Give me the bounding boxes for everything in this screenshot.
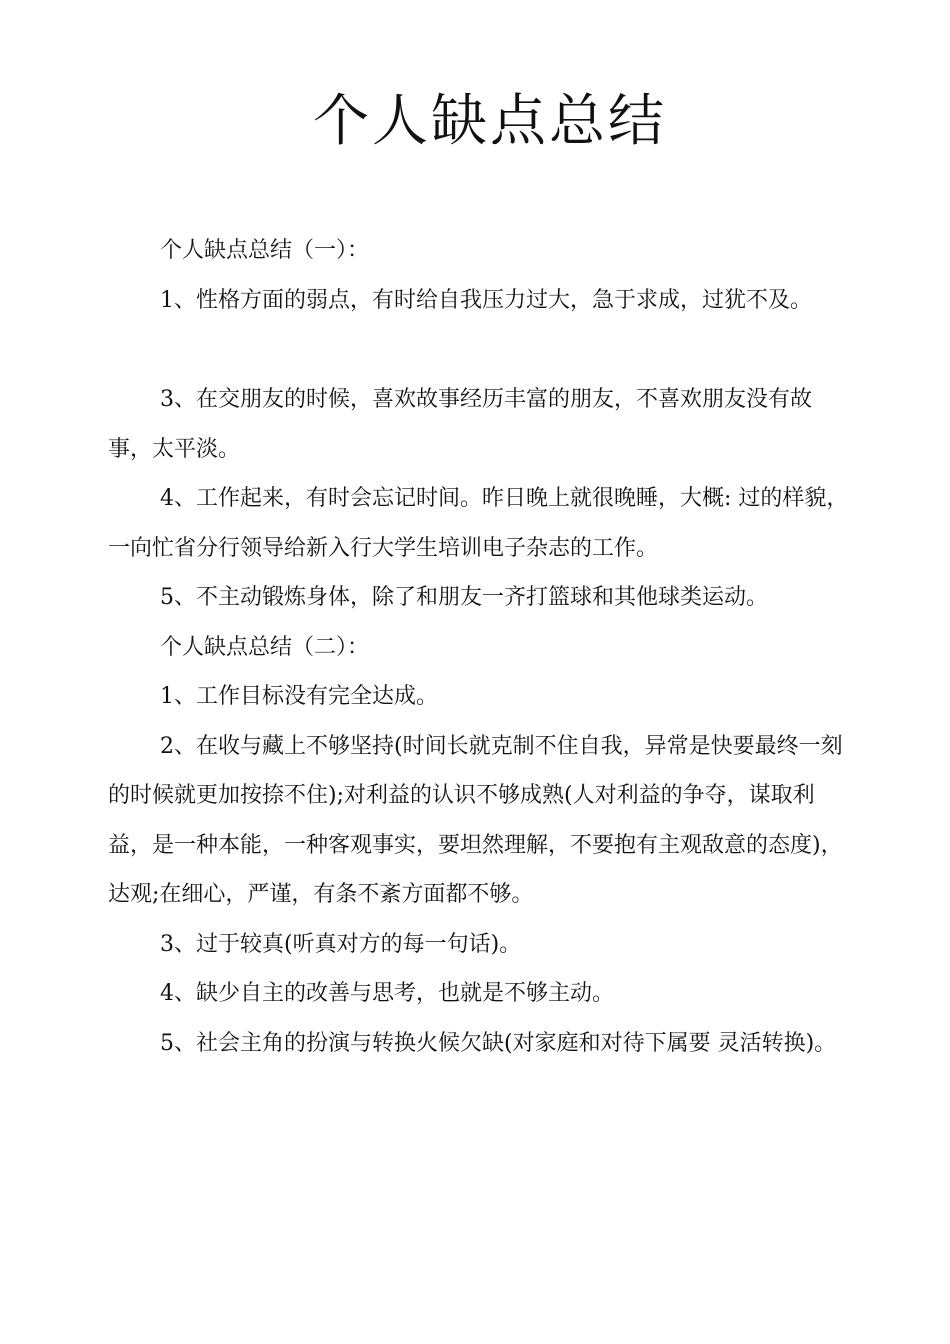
section-1-heading: 个人缺点总结（一）： <box>160 238 370 263</box>
section-2-item-5: 5、社会主角的扮演与转换火候欠缺(对家庭和对待下属要 灵活转换)。 <box>160 1030 837 1056</box>
document-body <box>108 226 848 1068</box>
blank-line <box>108 325 848 375</box>
section-2-item-2: 2、在收与藏上不够坚持(时间长就克制不住自我，异常是快要最终一刻的时候就更加按捺不住);对利益的认识不够成熟(人对利益的争夺，谋取利益，是一种本能，一种客观事实，要坦然理解，不要抱有主观敌意的态度)，达观;在细心，严谨，有条不紊方面都不够。 <box>108 733 843 907</box>
section-1-item-5: 5、不主动锻炼身体，除了和朋友一齐打篮球和其他球类运动。 <box>160 585 768 610</box>
document-title: 个人缺点总结 <box>313 89 667 154</box>
section-2-item-4: 4、缺少自主的改善与思考，也就是不够主动。 <box>160 981 614 1006</box>
section-1-item-3: 3、在交朋友的时候，喜欢故事经历丰富的朋友，不喜欢朋友没有故事，太平淡。 <box>108 387 812 462</box>
section-1-item-1: 1、性格方面的弱点，有时给自我压力过大，急于求成，过犹不及。 <box>160 287 812 313</box>
section-2-item-1: 1、工作目标没有完全达成。 <box>160 684 438 709</box>
section-2-item-3: 3、过于较真(听真对方的每一句话)。 <box>160 931 522 957</box>
section-2-heading: 个人缺点总结（二）： <box>160 634 370 660</box>
section-1-item-4: 4、工作起来，有时会忘记时间。昨日晚上就很晚睡，大概: 过的样貌，一向忙省分行领导给新入行大学生培训电子杂志的工作。 <box>108 486 849 561</box>
